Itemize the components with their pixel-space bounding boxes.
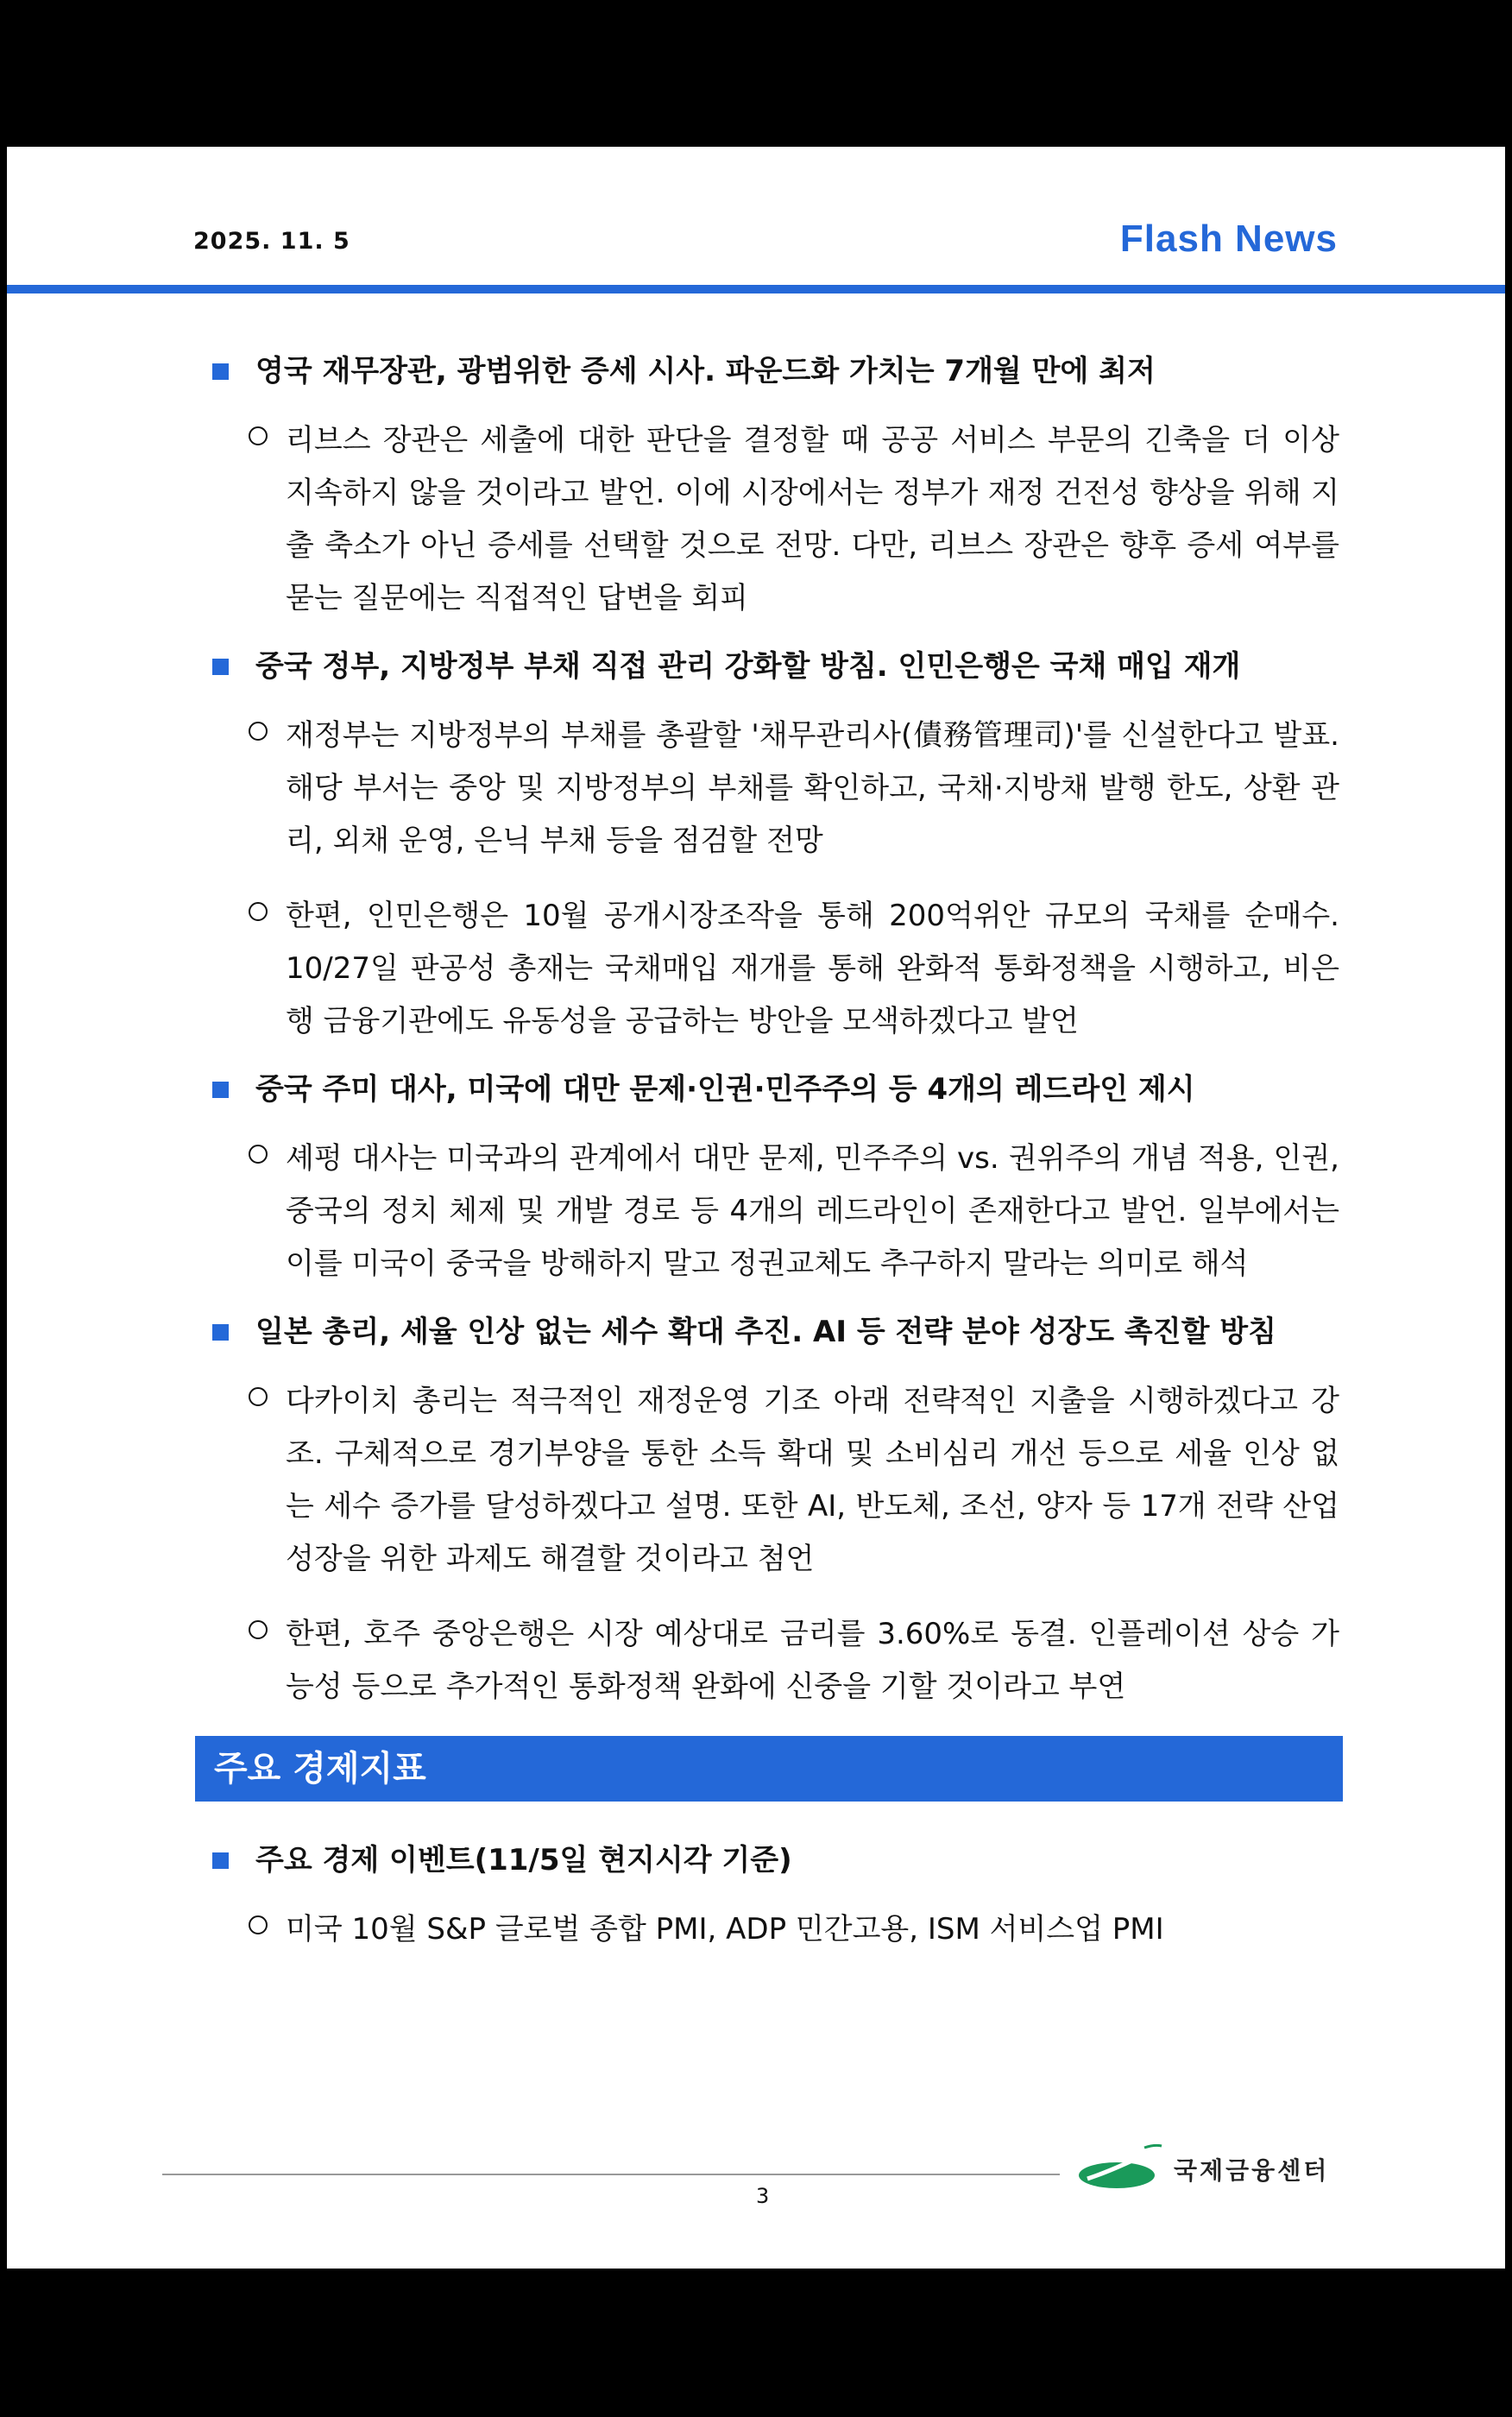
report-title: Flash News bbox=[1119, 218, 1338, 260]
bullet-item: 다카이치 총리는 적극적인 재정운영 기조 아래 전략적인 지출을 시행하겠다고 강조. 구체적으로 경기부양을 통한 소득 확대 및 소비심리 개선 등으로 세율 인상 없는 세수 증가를 달성하겠다고 설명. 또한 AI, 반도체, 조선, 양자 등 17개 전략 산업 성장을 위한 과제도 해결할 것이라고 첨언 bbox=[205, 1375, 1339, 1586]
bullet-item: 한편, 호주 중앙은행은 시장 예상대로 금리를 3.60%로 동결. 인플레이션 상승 가능성 등으로 추가적인 통화정책 완화에 신중을 기할 것이라고 부연 bbox=[205, 1608, 1339, 1713]
bullet-item: 리브스 장관은 세출에 대한 판단을 결정할 때 공공 서비스 부문의 긴축을 더 이상 지속하지 않을 것이라고 발언. 이에 시장에서는 정부가 재정 건전성 향상을 위해 지출 축소가 아닌 증세를 선택할 것으로 전망. 다만, 리브스 장관은 향후 증세 여부를 묻는 질문에는 직접적인 답변을 회피 bbox=[205, 414, 1339, 625]
circle-bullet-icon bbox=[249, 902, 268, 921]
circle-bullet-icon bbox=[249, 1915, 268, 1934]
kcif-logo-icon bbox=[1075, 2142, 1172, 2194]
square-bullet-icon bbox=[212, 1324, 229, 1341]
report-content bbox=[205, 352, 1339, 1978]
circle-bullet-icon bbox=[249, 722, 268, 741]
square-bullet-icon bbox=[212, 1082, 229, 1098]
circle-bullet-icon bbox=[249, 1145, 268, 1164]
report-date: 2025. 11. 5 bbox=[193, 228, 350, 255]
indicators-bar: 주요 경제지표 bbox=[195, 1736, 1343, 1802]
section-heading: 영국 재무장관, 광범위한 증세 시사. 파운드화 가치는 7개월 만에 최저 bbox=[205, 352, 1339, 390]
section-heading: 중국 주미 대사, 미국에 대만 문제·인권·민주주의 등 4개의 레드라인 제시 bbox=[205, 1070, 1339, 1108]
document-page bbox=[7, 147, 1505, 2269]
square-bullet-icon bbox=[212, 363, 229, 380]
footer-rule bbox=[162, 2174, 1060, 2175]
footer-logo-text: 국제금융센터 bbox=[1174, 2156, 1330, 2185]
bullet-item: 미국 10월 S&P 글로벌 종합 PMI, ADP 민간고용, ISM 서비스업 PMI bbox=[205, 1903, 1339, 1956]
bullet-item: 셰펑 대사는 미국과의 관계에서 대만 문제, 민주주의 vs. 권위주의 개념 적용, 인권, 중국의 정치 체제 및 개발 경로 등 4개의 레드라인이 존재한다고 발언. 일부에서는 이를 미국이 중국을 방해하지 말고 정권교체도 추구하지 말라는 의미로 해석 bbox=[205, 1133, 1339, 1291]
circle-bullet-icon bbox=[249, 1620, 268, 1639]
square-bullet-icon bbox=[212, 1852, 229, 1869]
page-number: 3 bbox=[756, 2184, 770, 2208]
bullet-item: 재정부는 지방정부의 부채를 총괄할 '채무관리사(債務管理司)'를 신설한다고 발표. 해당 부서는 중앙 및 지방정부의 부채를 확인하고, 국채·지방채 발행 한도, 상환 관리, 외채 운영, 은닉 부채 등을 점검할 전망 bbox=[205, 710, 1339, 868]
header-rule bbox=[7, 285, 1505, 293]
circle-bullet-icon bbox=[249, 1387, 268, 1406]
section-heading: 일본 총리, 세율 인상 없는 세수 확대 추진. AI 등 전략 분야 성장도 촉진할 방침 bbox=[205, 1313, 1339, 1351]
square-bullet-icon bbox=[212, 659, 229, 675]
section-heading: 중국 정부, 지방정부 부채 직접 관리 강화할 방침. 인민은행은 국채 매입 재개 bbox=[205, 647, 1339, 685]
circle-bullet-icon bbox=[249, 426, 268, 445]
bullet-item: 한편, 인민은행은 10월 공개시장조작을 통해 200억위안 규모의 국채를 순매수. 10/27일 판공성 총재는 국채매입 재개를 통해 완화적 통화정책을 시행하고, 비은행 금융기관에도 유동성을 공급하는 방안을 모색하겠다고 발언 bbox=[205, 890, 1339, 1048]
section-heading: 주요 경제 이벤트(11/5일 현지시각 기준) bbox=[205, 1841, 1339, 1879]
